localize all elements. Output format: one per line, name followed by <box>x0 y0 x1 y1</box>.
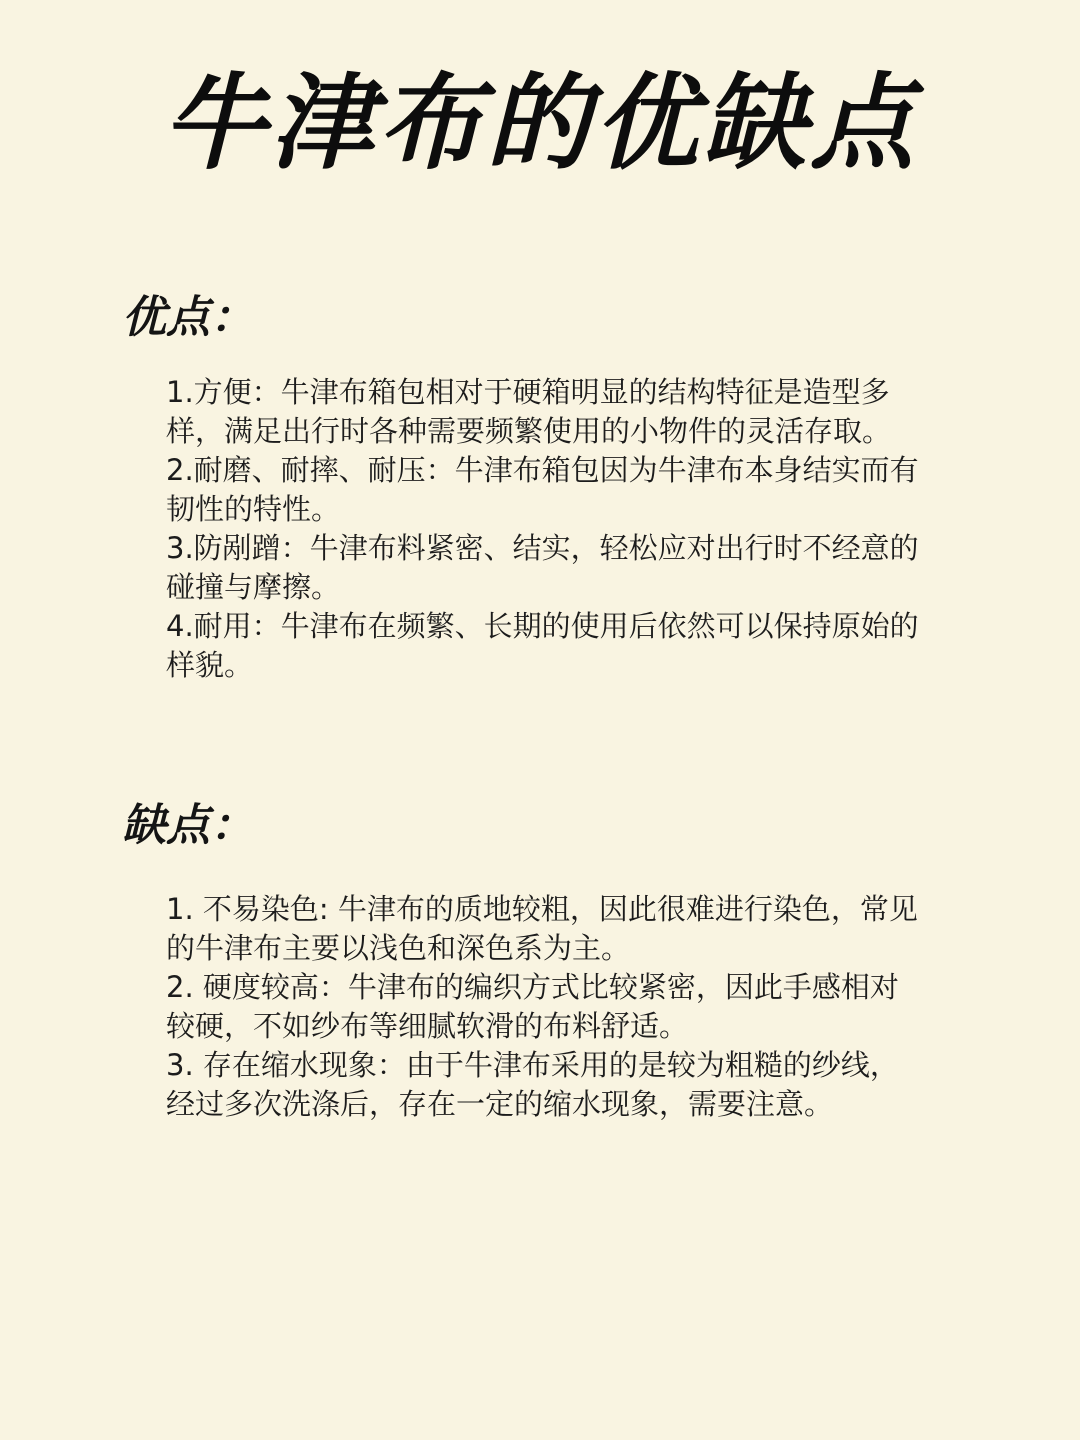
pros-item-long-lasting: 4.耐用：牛津布在频繁、长期的使用后依然可以保持原始的样貌。 <box>166 609 919 682</box>
pros-list <box>166 373 921 685</box>
page-title: 牛津布的优缺点 <box>161 62 918 184</box>
cons-heading: 缺点： <box>122 800 254 851</box>
pros-item-durability: 2.耐磨、耐摔、耐压：牛津布箱包因为牛津布本身结实而有韧性的特性。 <box>166 453 919 526</box>
pros-item-convenience: 1.方便：牛津布箱包相对于硬箱明显的结构特征是造型多样，满足出行时各种需要频繁使用的小物件的灵活存取。 <box>166 375 892 448</box>
cons-item-shrinkage: 3. 存在缩水现象：由于牛津布采用的是较为粗糙的纱线，经过多次洗涤后，存在一定的缩水现象，需要注意。 <box>166 1048 899 1121</box>
pros-heading: 优点： <box>122 292 254 343</box>
pros-item-scratch-proof: 3.防剐蹭：牛津布料紧密、结实，轻松应对出行时不经意的碰撞与摩擦。 <box>166 531 919 604</box>
cons-item-hardness: 2. 硬度较高：牛津布的编织方式比较紧密，因此手感相对较硬，不如纱布等细腻软滑的布料舒适。 <box>166 970 899 1043</box>
cons-list <box>166 890 921 1124</box>
cons-item-dyeing: 1. 不易染色: 牛津布的质地较粗，因此很难进行染色，常见的牛津布主要以浅色和深色系为主。 <box>166 892 918 965</box>
